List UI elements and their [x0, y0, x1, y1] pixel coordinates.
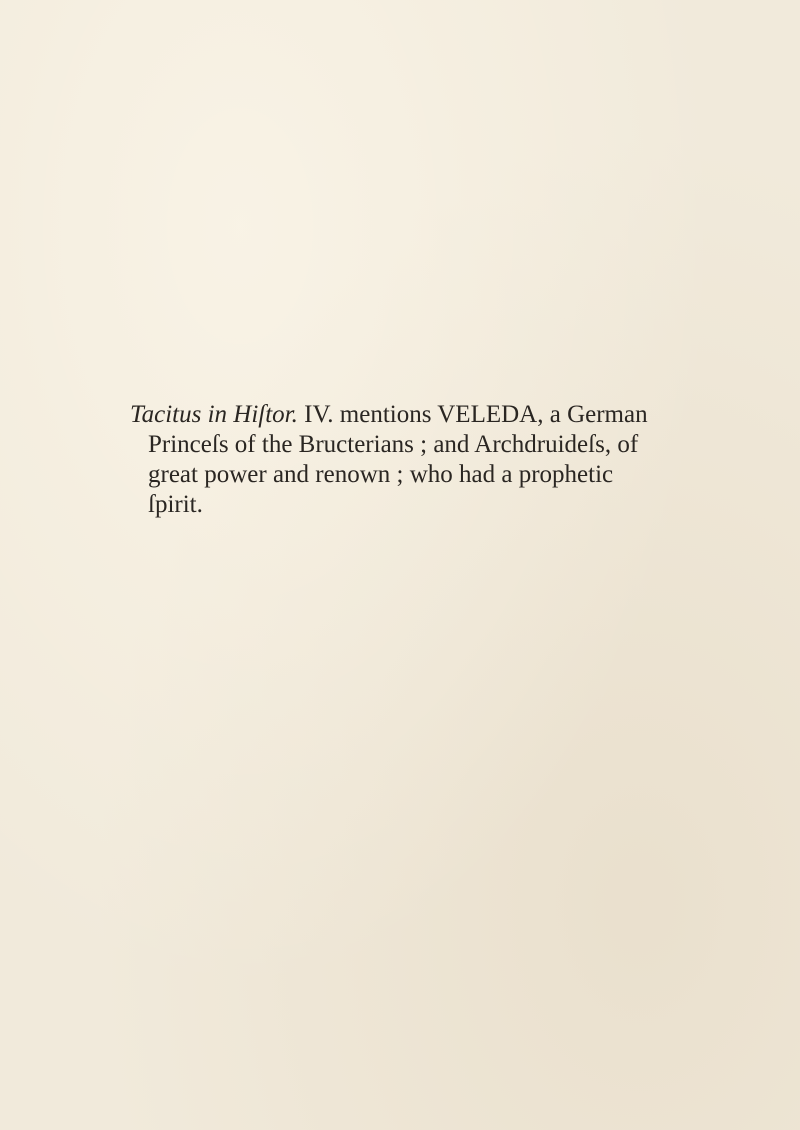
passage-line-2: Princeſs of the Bructerians ; and Archdruideſs, of [148, 431, 639, 458]
passage-line-1-text: IV. mentions VELEDA, a German [297, 401, 648, 428]
passage-line-3: great power and renown ; who had a prophetic [148, 461, 614, 488]
passage-line-4: ſpirit. [148, 491, 203, 518]
citation: Tacitus in Hiſtor. [130, 401, 298, 428]
passage-line-1 [130, 400, 730, 430]
footnote-passage [130, 400, 730, 520]
